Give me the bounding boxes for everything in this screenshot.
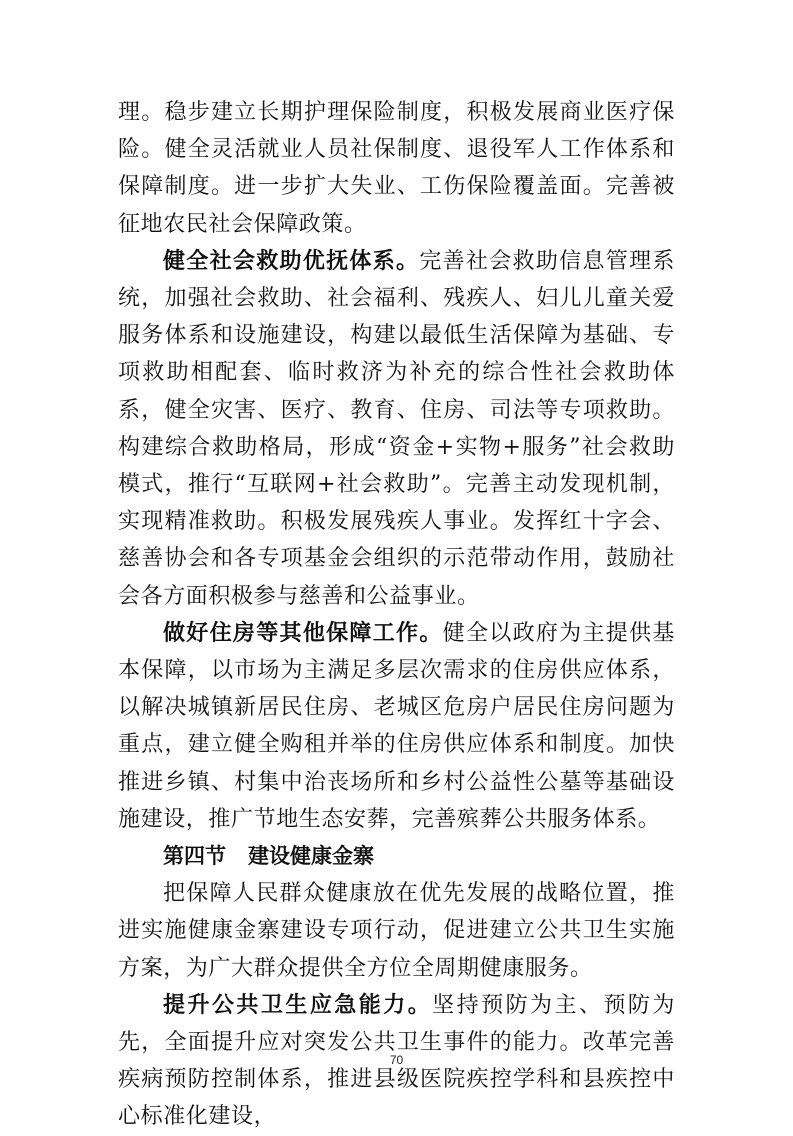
paragraph-text: 健全以政府为主提供基本保障，以市场为主满足多层次需求的住房供应体系，以解决城镇新居民住房、老城区危房户居民住房问题为重点，建立健全购租并举的住房供应体系和制度。加快推进乡镇、村集中治丧场所和乡村公益性公墓等基础设施建设，推广节地生态安葬，完善殡葬公共服务体系。 (118, 620, 675, 832)
section-title: 建设健康金寨 (248, 844, 374, 869)
paragraph-housing (118, 615, 675, 838)
paragraph-social-assistance (118, 243, 675, 615)
paragraph-text: 把保障人民群众健康放在优先发展的战略位置，推进实施健康金寨建设专项行动，促进建立公共卫生实施方案，为广大群众提供全方位全周期健康服务。 (118, 881, 675, 981)
section-number: 第四节 (163, 844, 226, 869)
paragraph-lead: 做好住房等其他保障工作。 (163, 620, 443, 646)
paragraph-lead: 健全社会救助优抚体系。 (163, 248, 420, 274)
section-heading (118, 838, 675, 875)
paragraph-health-intro (118, 875, 675, 987)
page-number: 70 (389, 1053, 404, 1067)
paragraph-text: 理。稳步建立长期护理保险制度，积极发展商业医疗保险。健全灵活就业人员社保制度、退役军人工作体系和保障制度。进一步扩大失业、工伤保险覆盖面。完善被征地农民社会保障政策。 (118, 100, 675, 237)
paragraph-lead: 提升公共卫生应急能力。 (163, 992, 433, 1018)
paragraph-social-insurance (118, 94, 675, 243)
paragraph-text: 完善社会救助信息管理系统，加强社会救助、社会福利、残疾人、妇儿儿童关爱服务体系和设施建设，构建以最低生活保障为基础、专项救助相配套、临时救济为补充的综合性社会救助体系，健全灾害、医疗、教育、住房、司法等专项救助。构建综合救助格局，形成“资金+实物+服务”社会救助模式，推行“互联网+社会救助”。完善主动发现机制，实现精准救助。积极发展残疾人事业。发挥红十字会、慈善协会和各专项基金会组织的示范带动作用，鼓励社会各方面积极参与慈善和公益事业。 (118, 248, 675, 609)
paragraph-text: 坚持预防为主、预防为先，全面提升应对突发公共卫生事件的能力。改革完善疾病预防控制体系，推进县级医院疾控学科和县疾控中心标准化建设， (118, 992, 675, 1130)
